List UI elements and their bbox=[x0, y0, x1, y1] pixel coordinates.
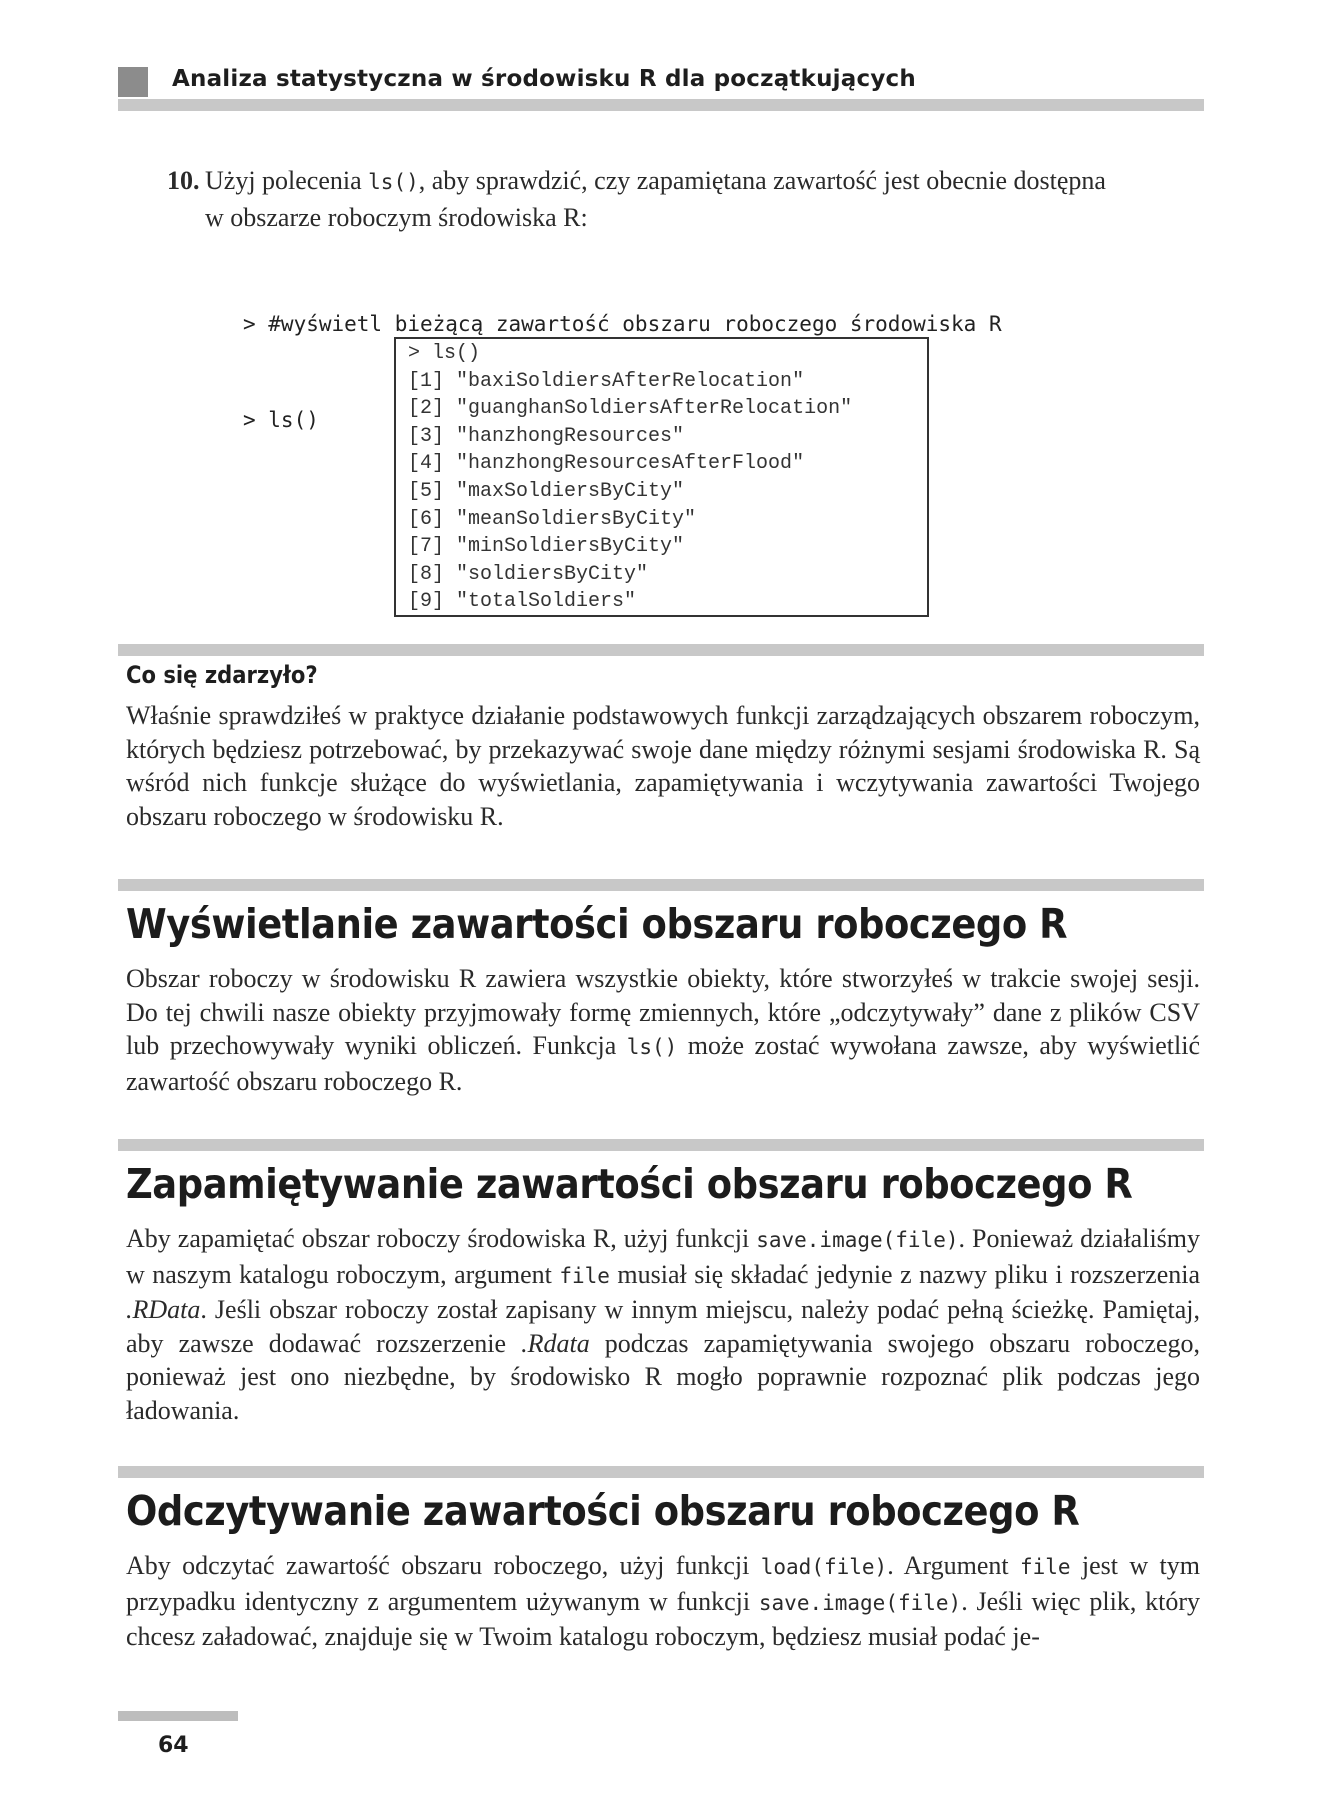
text-run: może zostać wywołana zawsze, aby wyświetlić zawartość obszaru roboczego R. bbox=[126, 1031, 1200, 1096]
subsection-heading: Co się zdarzyło? bbox=[126, 661, 318, 689]
inline-code: ls() bbox=[368, 170, 419, 194]
step-text-a: Użyj polecenia bbox=[205, 166, 369, 195]
page-number: 64 bbox=[158, 1733, 189, 1758]
section-rule bbox=[118, 644, 1204, 656]
load-paragraph bbox=[126, 1549, 1200, 1654]
console-line: [1] "baxiSoldiersAfterRelocation" bbox=[408, 369, 805, 393]
text-run: . Argument bbox=[887, 1551, 1020, 1580]
text-run: Obszar roboczy w środowisku R zawiera wszystkie obiekty, które stworzyłeś w trakcie swojej sesji. Do tej chwili nasze obiekty przyjmowały formę zmiennych, które „odczytywały” dane z plików CSV lub przechowywały wyniki obliczeń. Funkcja bbox=[126, 964, 1200, 1060]
step-number: 10. bbox=[167, 166, 200, 195]
console-output-figure bbox=[394, 337, 929, 617]
console-line: > ls() bbox=[408, 342, 481, 365]
inline-code: file bbox=[1019, 1555, 1071, 1579]
save-paragraph bbox=[126, 1222, 1200, 1427]
console-line: [5] "maxSoldiersByCity" bbox=[408, 479, 685, 503]
text-run: Aby odczytać zawartość obszaru roboczego, użyj funkcji bbox=[126, 1551, 761, 1580]
text-run: Aby zapamiętać obszar roboczy środowiska R, użyj funkcji bbox=[126, 1224, 757, 1253]
console-line: [7] "minSoldiersByCity" bbox=[408, 535, 685, 559]
running-header: Analiza statystyczna w środowisku R dla początkujących bbox=[172, 66, 916, 92]
text-run: . Ponieważ działaliśmy w naszym katalogu roboczym, argument bbox=[126, 1224, 1201, 1289]
text-run: . Jeśli więc plik, który chcesz załadować, znajduje się w Twoim katalogu roboczym, będziesz musiał podać je- bbox=[126, 1586, 1200, 1651]
console-line: [4] "hanzhongResourcesAfterFlood" bbox=[408, 452, 805, 476]
inline-code: file bbox=[559, 1263, 610, 1288]
inline-code: ls() bbox=[626, 1035, 678, 1059]
inline-code: save.image(file) bbox=[756, 1228, 959, 1252]
code-line: > ls() bbox=[243, 408, 319, 432]
section-heading-display: Wyświetlanie zawartości obszaru roboczego R bbox=[126, 900, 1068, 948]
console-line: [6] "meanSoldiersByCity" bbox=[408, 507, 697, 531]
section-rule bbox=[118, 1139, 1204, 1151]
console-line: [9] "totalSoldiers" bbox=[408, 590, 637, 614]
footer-rule bbox=[118, 1711, 238, 1721]
section-heading-load: Odczytywanie zawartości obszaru roboczego R bbox=[126, 1487, 1080, 1535]
text-run: podczas zapamiętywania swojego obszaru roboczego, ponieważ jest ono niezbędne, by środowisko R mogło poprawnie rozpoznać plik podczas jego ładowania. bbox=[126, 1328, 1200, 1425]
section-rule bbox=[118, 1466, 1204, 1478]
step-text-b: , aby sprawdzić, czy zapamiętana zawartość jest obecnie dostępna w obszarze roboczym środowiska R: bbox=[205, 166, 1106, 232]
text-run: . Jeśli obszar roboczy został zapisany w innym miejscu, należy podać pełną ścieżkę. Pamiętaj, aby zawsze dodawać rozszerzenie bbox=[126, 1295, 1200, 1358]
header-rule bbox=[118, 99, 1204, 111]
italic-term: .Rdata bbox=[521, 1328, 590, 1358]
display-paragraph bbox=[126, 962, 1200, 1098]
header-marker bbox=[118, 67, 148, 97]
console-line: [3] "hanzhongResources" bbox=[408, 424, 685, 448]
console-line: [8] "soldiersByCity" bbox=[408, 562, 649, 586]
code-line: > #wyświetl bieżącą zawartość obszaru roboczego środowiska R bbox=[243, 312, 1002, 336]
text-run: jest w tym przypadku identyczny z argumentem używanym w funkcji bbox=[126, 1551, 1200, 1616]
what-happened-paragraph: Właśnie sprawdziłeś w praktyce działanie podstawowych funkcji zarządzających obszarem roboczym, których będziesz potrzebować, by przekazywać swoje dane między różnymi sesjami środowiska R. Są wśród nich funkcje służące do wyświetlania, zapamiętywania i wczytywania zawartości Twojego obszaru roboczego w środowisku R. bbox=[126, 701, 1200, 831]
inline-code: load(file) bbox=[760, 1555, 888, 1579]
inline-code: save.image(file) bbox=[758, 1590, 962, 1615]
console-line: [2] "guanghanSoldiersAfterRelocation" bbox=[408, 397, 853, 421]
italic-term: .RData bbox=[126, 1295, 201, 1324]
section-heading-save: Zapamiętywanie zawartości obszaru roboczego R bbox=[126, 1160, 1133, 1208]
text-run: musiał się składać jedynie z nazwy pliku i rozszerzenia bbox=[609, 1259, 1201, 1289]
section-rule bbox=[118, 879, 1204, 891]
step-text bbox=[205, 163, 1107, 235]
step-10 bbox=[167, 163, 1107, 235]
